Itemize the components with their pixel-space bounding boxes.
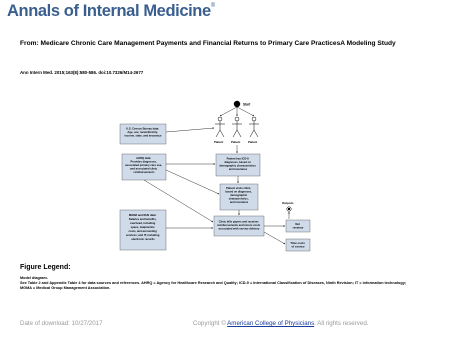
figure-legend-body: [20, 276, 440, 291]
net-revenue-text: Net revenue: [292, 222, 304, 230]
copyright-notice: [193, 320, 369, 327]
icd9-text: Patient has ICD-9 diagnoses, based on demographic characteristics and insurance: [219, 157, 256, 171]
publisher-link[interactable]: American College of Physicians: [227, 320, 315, 327]
outputs-label: Outputs: [282, 201, 294, 205]
legend-caption: Model diagram.: [20, 276, 48, 280]
journal-logo: [7, 2, 215, 21]
mgma-data-text: MGMA and RHS data: Salaries and benefits, overhead, including space, malpractice costs, and accounting services; and IT, including electronic records: [125, 214, 160, 241]
patient-icon: [249, 117, 259, 137]
rights-text: . All rights reserved.: [314, 320, 369, 327]
patient-icon: [215, 117, 225, 137]
legend-abbreviations-cont: MGMA = Medical Group Management Association.: [20, 286, 111, 290]
download-date: Date of download: 10/27/2017: [20, 320, 103, 327]
registered-mark: ®: [210, 3, 215, 9]
journal-name: Annals of Internal Medicine: [7, 2, 211, 20]
copyright-prefix: Copyright ©: [193, 320, 226, 327]
visits-text: Patient visits clinic, based on diagnoses, demographic characteristics, and insurance: [225, 187, 252, 204]
ahrq-data-text: AHRQ data: Provides diagnoses, associated primary care use, and associated clinic reimbursements: [125, 157, 163, 174]
patient-label: Patient: [248, 140, 258, 144]
patient-label: Patient: [231, 140, 241, 144]
legend-abbreviations: See Table 2 and Appendix Table 4 for data sources and references. AHRQ = Agency for Healthcare Research and Quality; ICD-9 = International Classification of Diseases, Ninth Revision; IT = information technology;: [20, 281, 407, 285]
patient-icon: [232, 117, 242, 137]
figure-legend-title: Figure Legend:: [20, 264, 71, 271]
article-title: From: Medicare Chronic Care Management Payments and Financial Returns to Primary Care PracticesA Modeling Study: [20, 40, 396, 47]
outputs-node-core: [288, 208, 290, 210]
time-costs-text: Time costs of service: [290, 241, 305, 249]
clinic-text: Clinic bills payers and receives reimbursements and incurs costs associated with service delivery: [217, 220, 261, 231]
patient-label: Patient: [214, 140, 224, 144]
start-label: Start: [243, 102, 251, 107]
model-diagram: [118, 98, 314, 258]
start-node: [234, 101, 240, 107]
census-data-text: U.S. Census Bureau data: Age, sex, race/ethnicity, income, state, and insurance: [124, 127, 162, 138]
article-citation: Ann Intern Med. 2015;163(8):580-586. doi:10.7326/M14-2677: [20, 70, 144, 75]
